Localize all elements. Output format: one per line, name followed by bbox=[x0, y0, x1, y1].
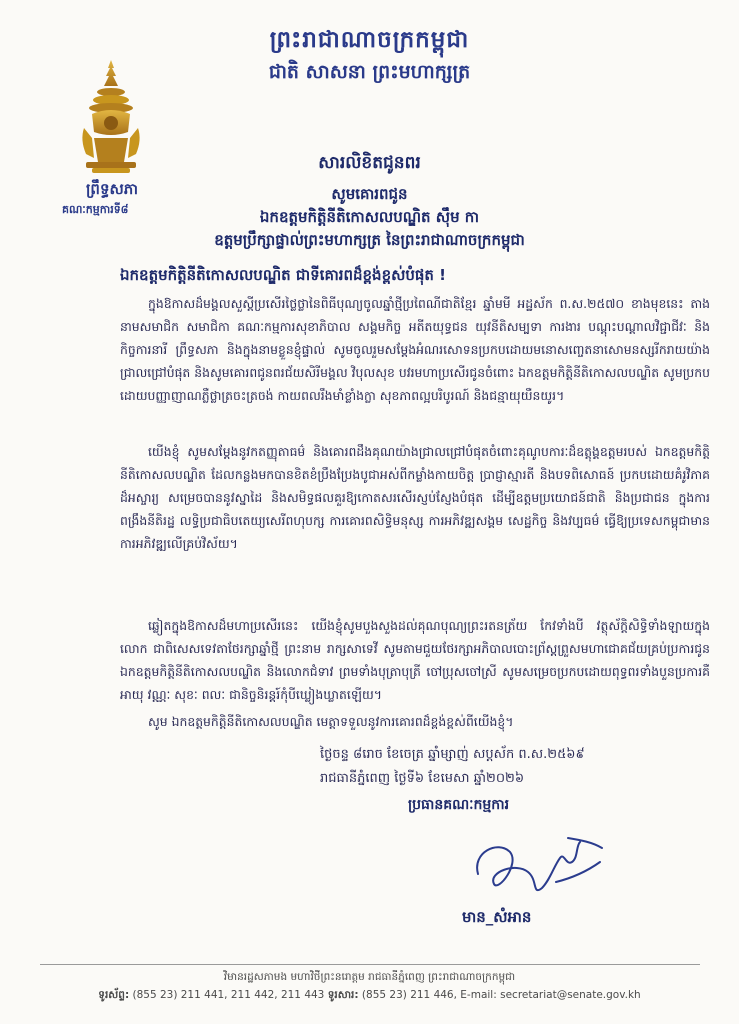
commission-name: គណៈកម្មការទី៨ bbox=[62, 203, 129, 216]
address-line-2: ឯកឧត្តមកិត្តិនីតិកោសលបណ្ឌិត ស៊ឹម កា bbox=[259, 208, 480, 226]
phone-label: ទូរស័ព្ទ: bbox=[98, 989, 130, 1001]
phone-numbers: (855 23) 211 441, 211 442, 211 443 bbox=[132, 989, 325, 1001]
address-line-1: សូមគោរពជូន bbox=[331, 185, 408, 203]
solar-date: រាជធានីភ្នំពេញ ថ្ងៃទី៦ ខែមេសា ឆ្នាំ២០២៦ bbox=[320, 771, 525, 786]
body-paragraph-3: ឆ្លៀតក្នុងឱកាសដ៏មហាប្រសើរនេះ យើងខ្ញុំសូមបួងសួងដល់គុណបុណ្យព្រះរតនត្រ័យ កែវទាំងបី វត្ថុស័ក្តិសិទ្ធិទាំងឡាយក្នុងលោក ជាពិសេសទេវតាថែរក្សាឆ្នាំថ្មី ព្រះនាម រាក្សសាទេវី សូមតាមជួយថែរក្សាអភិបាលបោះព្រ័ស្តព្រួសមហាជោគជ័យគ្រប់ប្រការជូន ឯកឧត្តមកិត្តិនីតិកោសលបណ្ឌិត និងលោកជំទាវ ព្រមទាំងបុត្រាបុត្រី ចៅប្រុសចៅស្រី សូមសម្រេចប្រកបដោយពុទ្ធពរទាំងបួនប្រការគឺ អាយុ វណ្ណៈ សុខៈ ពលៈ ជានិច្ចនិរន្តរ៍កុំបីឃ្លៀងឃ្លាតឡើយ។ bbox=[120, 618, 710, 702]
fax-label: ទូរសារ: bbox=[327, 989, 359, 1001]
email-address: secretariat@senate.gov.kh bbox=[500, 989, 641, 1001]
lunar-date: ថ្ងៃចន្ទ ៨រោច ខែចេត្រ ឆ្នាំម្សាញ់ សប្តស័ក ព.ស.២៥៦៩ bbox=[320, 747, 585, 762]
handwritten-signature-icon bbox=[468, 822, 608, 908]
body-paragraph-1: ក្នុងឱកាសដ៏មង្គលសួស្តីប្រសើរថ្លៃថ្លានៃពិធីបុណ្យចូលឆ្នាំថ្មីប្រពៃណីជាតិខ្មែរ ឆ្នាំមមី អដ្ឋស័ក ព.ស.២៥៧០ ខាងមុខនេះ តាងនាមសមាជិក សមាជិកា គណៈកម្មការសុខាភិបាល សង្គមកិច្ច អតីតយុទ្ធជន យុវនីតិសម្បទា ការងារ បណ្តុះបណ្តាលវិជ្ជាជីវៈ និងកិច្ចការនារី ព្រឹទ្ធសភា និងក្នុងនាមខ្លួនខ្ញុំផ្ទាល់ សូមចូលរួមសម្តែងអំណរសោទនប្រកបដោយមនោសញ្ចេតនាសោមនស្សរីករាយយ៉ាងជ្រាលជ្រៅបំផុត និងសូមគោរពជូនពរជ័យសិរីមង្គល វិបុលសុខ បវរមហាប្រសើរជូនចំពោះ ឯកឧត្តមកិត្តិនីតិកោសលបណ្ឌិត សូមប្រកបដោយបញ្ញាញាណភ្លឺថ្លាត្រចះត្រចង់ កាយពលរឹងមាំខ្លាំងក្លា សុខភាពល្អបរិបូរណ៍ និងជន្មាយុយឺនយូរ។ bbox=[120, 296, 710, 403]
signer-title: ប្រធានគណៈកម្មការ bbox=[408, 797, 510, 813]
footer-divider bbox=[40, 964, 700, 965]
body-paragraph-4: សូម ឯកឧត្តមកិត្តិនីតិកោសលបណ្ឌិត មេត្តាទទួលនូវការគោរពដ៏ខ្ពង់ខ្ពស់ពីយើងខ្ញុំ។ bbox=[148, 714, 514, 729]
salutation: ឯកឧត្តមកិត្តិនីតិកោសលបណ្ឌិត ជាទីគោរពដ៏ខ្ពង់ខ្ពស់បំផុត ! bbox=[120, 266, 447, 284]
document-type: សារលិខិតជូនពរ bbox=[318, 153, 421, 173]
address-line-3: ឧត្តមប្រឹក្សាផ្ទាល់ព្រះមហាក្សត្រ នៃព្រះរាជាណាចក្រកម្ពុជា bbox=[214, 231, 525, 249]
email-label: E-mail: bbox=[460, 989, 497, 1001]
institution-name: ព្រឹទ្ធសភា bbox=[85, 180, 139, 198]
signer-name: មាន_សំអាន bbox=[462, 908, 532, 926]
national-motto: ជាតិ សាសនា ព្រះមហាក្សត្រ bbox=[268, 61, 471, 83]
kingdom-heading: ព្រះរាជាណាចក្រកម្ពុជា bbox=[269, 27, 470, 53]
body-paragraph-2: យើងខ្ញុំ សូមសម្តែងនូវកតញ្ញុតាធម៌ និងគោរពដឹងគុណយ៉ាងជ្រាលជ្រៅបំផុតចំពោះគុណូបការៈដ៏ឧត្តុង្គឧត្តមរបស់ ឯកឧត្តមកិត្តិនីតិកោសលបណ្ឌិត ដែលកន្លងមកបានខិតខំប្រឹងប្រែងបូជាអស់ពីកម្លាំងកាយចិត្ត ប្រាជ្ញាស្មារតី និងបទពិសោធន៍ ប្រកបដោយគំរូវិភាគដ៏អស្ចារ្យ សម្រេចបាននូវស្នាដៃ និងសមិទ្ធផលគួរឱ្យកោតសរសើរស្ញប់ស្ញែងបំផុត ដើម្បីឧត្តមប្រយោជន៍ជាតិ និងប្រជាជន ក្នុងការពង្រឹងនីតិរដ្ឋ លទ្ធិប្រជាធិបតេយ្យសេរីពហុបក្ស ការគោរពសិទ្ធិមនុស្ស ការអភិវឌ្ឍសង្គម សេដ្ឋកិច្ច និងវប្បធម៌ ធ្វើឱ្យប្រទេសកម្ពុជាមានការអភិវឌ្ឍលើគ្រប់វិស័យ។ bbox=[120, 444, 710, 551]
fax-number: (855 23) 211 446, bbox=[361, 989, 457, 1001]
footer-contact bbox=[0, 989, 739, 1004]
footer-address: វិមានរដ្ឋសភាមង មហាវិថីព្រះនរោត្តម រាជធានីភ្នំពេញ ព្រះរាជាណាចក្រកម្ពុជា bbox=[223, 971, 516, 983]
